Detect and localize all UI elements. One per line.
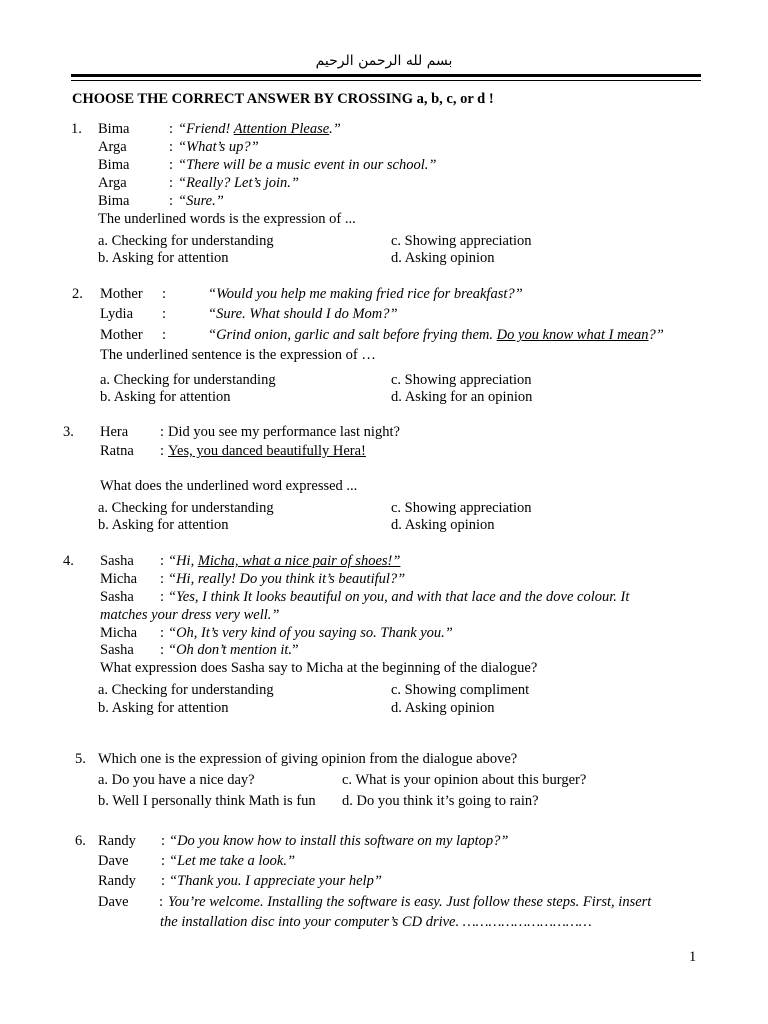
question-number: 2. xyxy=(72,286,83,302)
option-c[interactable]: c. What is your opinion about this burger? xyxy=(342,772,587,788)
colon: : xyxy=(169,193,174,209)
option-d[interactable]: d. Asking for an opinion xyxy=(391,389,533,405)
question-text: Which one is the expression of giving opinion from the dialogue above? xyxy=(98,751,518,767)
colon: : xyxy=(169,121,174,137)
speaker: Sasha xyxy=(100,589,134,605)
dialogue-line: “Do you know how to install this software on my laptop?” xyxy=(169,833,509,849)
dialogue-line: “Thank you. I appreciate your help” xyxy=(169,873,382,889)
speaker: Arga xyxy=(98,139,127,155)
question-number: 6. xyxy=(75,833,86,849)
question-text: The underlined sentence is the expression of … xyxy=(100,347,376,363)
dialogue-line: “Sure.” xyxy=(178,193,224,209)
dialogue-line: “Grind onion, garlic and salt before frying them. Do you know what I mean?” xyxy=(208,327,664,343)
option-a[interactable]: a. Do you have a nice day? xyxy=(98,772,255,788)
question-text: What expression does Sasha say to Micha at the beginning of the dialogue? xyxy=(100,660,538,676)
speaker: Sasha xyxy=(100,642,134,658)
dialogue-line: “Sure. What should I do Mom?” xyxy=(208,306,398,322)
speaker: Arga xyxy=(98,175,127,191)
speaker: Randy xyxy=(98,833,136,849)
dialogue-line: “Friend! Attention Please.” xyxy=(178,121,341,137)
colon: : xyxy=(162,306,167,322)
dialogue-line: “Yes, I think It looks beautiful on you, and with that lace and the dove colour. It xyxy=(168,589,630,605)
underlined-expression: Do you know what I mean xyxy=(496,327,649,343)
speaker: Bima xyxy=(98,121,130,137)
colon: : xyxy=(169,157,174,173)
dialogue-continuation: the installation disc into your computer’s CD drive. ………………………… xyxy=(160,914,592,930)
colon: : xyxy=(162,327,167,343)
speaker: Sasha xyxy=(100,553,134,569)
speaker: Micha xyxy=(100,571,138,587)
underlined-expression: Micha, what a nice pair of shoes!” xyxy=(197,553,401,569)
page-number: 1 xyxy=(689,949,697,965)
colon: : xyxy=(160,625,165,641)
colon: : xyxy=(161,853,166,869)
colon: : xyxy=(159,894,164,910)
colon: : xyxy=(160,424,165,440)
basmala-header: بسم لله الرحمن الرحيم xyxy=(315,53,453,69)
option-a[interactable]: a. Checking for understanding xyxy=(98,682,274,698)
option-d[interactable]: d. Do you think it’s going to rain? xyxy=(342,793,539,809)
option-a[interactable]: a. Checking for understanding xyxy=(98,233,274,249)
option-a[interactable]: a. Checking for understanding xyxy=(100,372,276,388)
dialogue-line: “There will be a music event in our school.” xyxy=(178,157,437,173)
option-b[interactable]: b. Asking for attention xyxy=(98,517,229,533)
speaker: Dave xyxy=(98,853,129,869)
speaker: Ratna xyxy=(100,443,134,459)
underlined-expression: Yes, you danced beautifully Hera! xyxy=(168,443,366,459)
question-number: 5. xyxy=(75,751,86,767)
colon: : xyxy=(161,873,166,889)
option-c[interactable]: c. Showing compliment xyxy=(391,682,530,698)
header-rule-thin xyxy=(71,80,701,81)
dialogue-line: “What’s up?” xyxy=(178,139,259,155)
question-number: 3. xyxy=(63,424,74,440)
question-number: 1. xyxy=(71,121,82,137)
colon: : xyxy=(169,139,174,155)
colon: : xyxy=(160,589,165,605)
speaker: Mother xyxy=(100,327,143,343)
speaker: Lydia xyxy=(100,306,134,322)
colon: : xyxy=(160,553,165,569)
dialogue-line: “Oh don’t mention it.” xyxy=(168,642,299,658)
option-c[interactable]: c. Showing appreciation xyxy=(391,372,532,388)
speaker: Bima xyxy=(98,193,130,209)
question-number: 4. xyxy=(63,553,74,569)
option-d[interactable]: d. Asking opinion xyxy=(391,250,495,266)
option-a[interactable]: a. Checking for understanding xyxy=(98,500,274,516)
option-c[interactable]: c. Showing appreciation xyxy=(391,233,532,249)
colon: : xyxy=(160,443,165,459)
option-b[interactable]: b. Asking for attention xyxy=(98,700,229,716)
option-b[interactable]: b. Well I personally think Math is fun xyxy=(98,793,316,809)
colon: : xyxy=(161,833,166,849)
instruction-heading: CHOOSE THE CORRECT ANSWER BY CROSSING a, b, c, or d ! xyxy=(72,91,494,107)
header-rule-thick xyxy=(71,74,701,77)
underlined-expression: Attention Please xyxy=(233,121,330,137)
dialogue-line: “Hi, Micha, what a nice pair of shoes!” xyxy=(168,553,401,569)
dialogue-line: “Let me take a look.” xyxy=(169,853,296,869)
speaker: Randy xyxy=(98,873,136,889)
colon: : xyxy=(162,286,167,302)
speaker: Hera xyxy=(100,424,129,440)
dialogue-line: “Really? Let’s join.” xyxy=(178,175,299,191)
option-d[interactable]: d. Asking opinion xyxy=(391,517,495,533)
dialogue-line: “Oh, It’s very kind of you saying so. Thank you.” xyxy=(168,625,453,641)
speaker: Micha xyxy=(100,625,138,641)
dialogue-line: Did you see my performance last night? xyxy=(168,424,400,440)
question-text: The underlined words is the expression of ... xyxy=(98,211,356,227)
dialogue-line: You’re welcome. Installing the software is easy. Just follow these steps. First, insert xyxy=(168,894,652,910)
dialogue-continuation: matches your dress very well.” xyxy=(100,607,280,623)
option-b[interactable]: b. Asking for attention xyxy=(100,389,231,405)
option-c[interactable]: c. Showing appreciation xyxy=(391,500,532,516)
speaker: Mother xyxy=(100,286,143,302)
speaker: Dave xyxy=(98,894,129,910)
question-text: What does the underlined word expressed ... xyxy=(100,478,358,494)
colon: : xyxy=(160,642,165,658)
colon: : xyxy=(169,175,174,191)
dialogue-line: “Hi, really! Do you think it’s beautiful?” xyxy=(168,571,406,587)
dialogue-line: “Would you help me making fried rice for breakfast?” xyxy=(208,286,523,302)
colon: : xyxy=(160,571,165,587)
speaker: Bima xyxy=(98,157,130,173)
option-d[interactable]: d. Asking opinion xyxy=(391,700,495,716)
option-b[interactable]: b. Asking for attention xyxy=(98,250,229,266)
